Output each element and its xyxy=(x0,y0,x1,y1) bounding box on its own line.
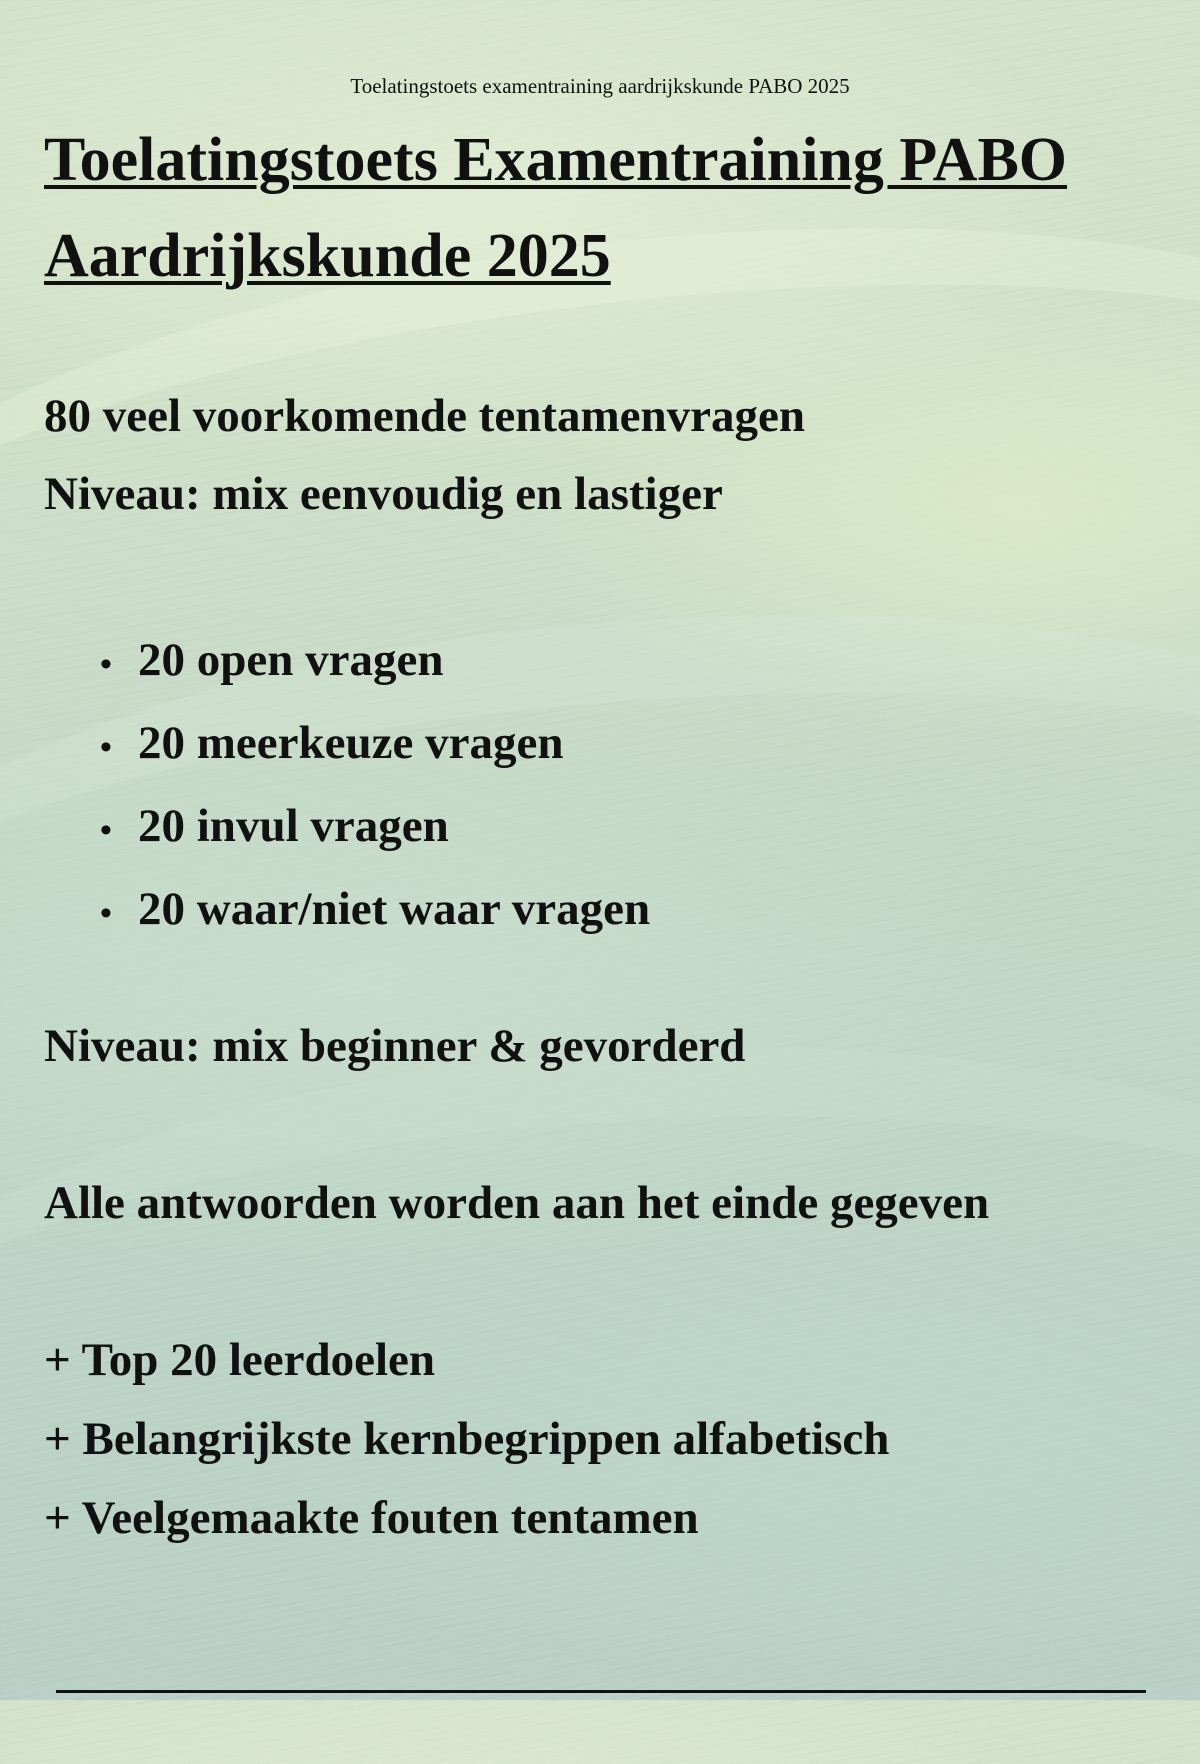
list-item xyxy=(100,704,650,787)
page-title: Toelatingstoets Examentraining PABO Aardrijkskunde 2025 xyxy=(44,126,1068,290)
list-item-label: 20 open vragen xyxy=(138,634,444,686)
bullet-icon: • xyxy=(100,729,112,766)
footer-divider xyxy=(56,1690,1146,1693)
extra-item-common-mistakes: + Veelgemaakte fouten tentamen xyxy=(44,1492,699,1544)
bullet-icon: • xyxy=(100,812,112,849)
list-item-label: 20 meerkeuze vragen xyxy=(138,717,564,769)
list-item-label: 20 invul vragen xyxy=(138,800,449,852)
level-note: Niveau: mix beginner & gevorderd xyxy=(44,1020,746,1072)
question-type-list xyxy=(100,621,650,953)
answers-note: Alle antwoorden worden aan het einde gegeven xyxy=(44,1177,990,1229)
extra-item-key-concepts: + Belangrijkste kernbegrippen alfabetisch xyxy=(44,1413,890,1465)
bullet-icon: • xyxy=(100,646,112,683)
list-item xyxy=(100,621,650,704)
bullet-icon: • xyxy=(100,895,112,932)
list-item xyxy=(100,787,650,870)
running-header: Toelatingstoets examentraining aardrijkskunde PABO 2025 xyxy=(350,74,850,98)
list-item-label: 20 waar/niet waar vragen xyxy=(138,883,651,935)
list-item xyxy=(100,870,650,953)
intro-question-count: 80 veel voorkomende tentamenvragen xyxy=(44,390,805,442)
intro-level: Niveau: mix eenvoudig en lastiger xyxy=(44,468,723,520)
extra-item-learning-goals: + Top 20 leerdoelen xyxy=(44,1334,436,1386)
